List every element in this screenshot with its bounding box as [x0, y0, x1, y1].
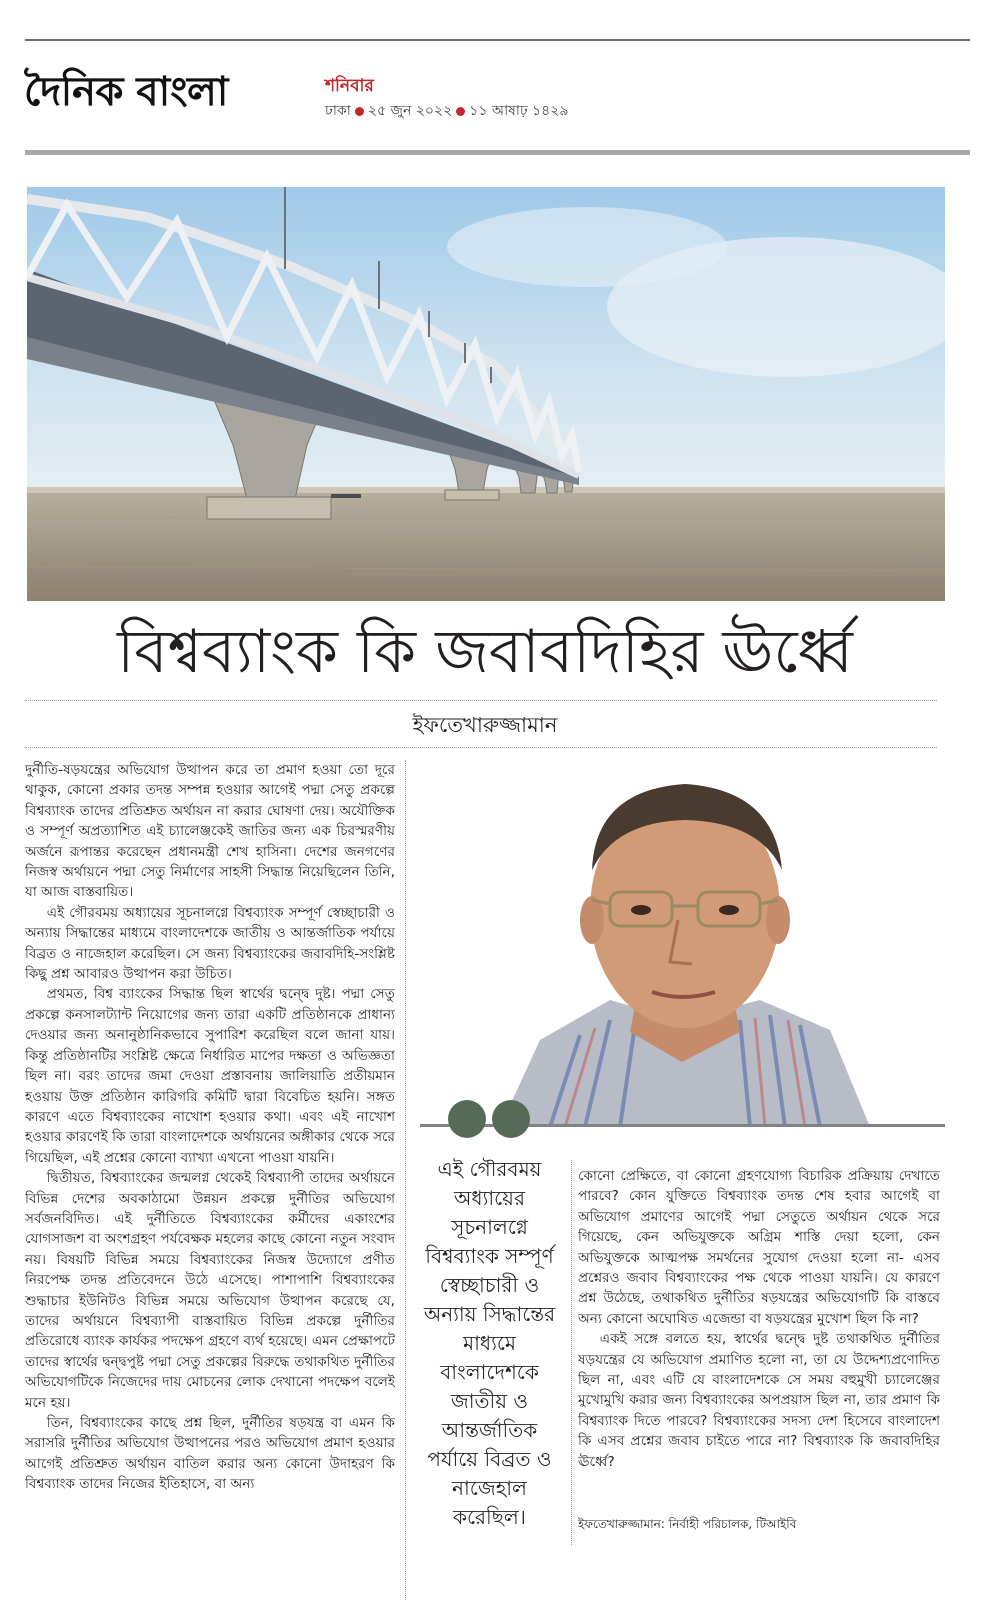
masthead-date-gregorian: ২৫ জুন ২০২২: [367, 103, 453, 119]
masthead-rule: [25, 150, 970, 155]
article-body-right: [578, 1166, 940, 1506]
author-note: ইফতেখারুজ্জামান: নির্বাহী পরিচালক, টিআইবি: [578, 1517, 797, 1531]
masthead-place: ঢাকা: [325, 103, 351, 119]
article-byline: ইফতেখারুজ্জামান: [412, 713, 558, 737]
headline-divider: [25, 700, 937, 701]
pull-quote: এই গৌরবময় অধ্যায়ের সূচনালগ্নে বিশ্বব্যাংক সম্পূর্ণ স্বেচ্ছাচারী ও অন্যায় সিদ্ধান্তের মাধ্যমে বাংলাদেশকে জাতীয় ও আন্তর্জাতিক পর্যায়ে বিব্রত ও নাজেহাল করেছিল।: [423, 1157, 556, 1529]
column-divider: [571, 1160, 573, 1545]
quote-mark-icon: [448, 1100, 486, 1138]
paragraph: দ্বিতীয়ত, বিশ্বব্যাংকের জন্মলগ্ন থেকেই বিশ্বব্যাপী তাদের অর্থায়নে বিভিন্ন দেশের অবকাঠামো উন্নয়ন প্রকল্পে দুর্নীতির অভিযোগ সর্বজনবিদিত। এই দুর্নীতিতে বিশ্বব্যাংকের কর্মীদের একাংশের যোগসাজশ বা অংশগ্রহণ পর্যবেক্ষক মহলের কাছে কোনো নতুন সংবাদ নয়। বিষয়টি বিভিন্ন সময়ে বিশ্বব্যাংকের নিজস্ব উদ্যোগে প্রণীত নিরপেক্ষ তদন্ত প্রতিবেদনে উঠে এসেছে। পাশাপাশি বিশ্বব্যাংকের শুদ্ধাচার ইউনিটও বিভিন্ন সময়ে অভিযোগ উত্থাপন করেছে যে, তাদের অর্থায়নে বিশ্বব্যাপী বাস্তবায়িত বিভিন্ন প্রকল্পে দুর্নীতির প্রতিরোধে ব্যাংক কার্যকর পদক্ষেপ গ্রহণে ব্যর্থ হয়েছে। এমন প্রেক্ষাপটে তাদের স্বার্থের দ্বন্দ্বপুষ্ট পদ্মা সেতু প্রকল্পের বিরুদ্ধে তথাকথিত দুর্নীতির অভিযোগটিকে নিজেদের দায় মোচনের লোক দেখানো পদক্ষেপ বলেই মনে হয়।: [25, 1170, 395, 1411]
byline-divider: [25, 747, 937, 748]
author-portrait: [420, 770, 945, 1127]
top-rule: [25, 39, 970, 41]
paragraph: একই সঙ্গে বলতে হয়, স্বার্থের দ্বন্দ্বে দুষ্ট তথাকথিত দুর্নীতির ষড়যন্ত্রের যে অভিযোগ প্রমাণিত হলো না, তা যে উদ্দেশ্যপ্রণোদিত ছিল না, এবং এটি যে বাংলাদেশকে সে সময় বহুমুখী চ্যালেঞ্জের মুখোমুখি করার জন্য বিশ্বব্যাংকের অপপ্রয়াস ছিল না, তার প্রমাণ কি বিশ্বব্যাংক দিতে পারবে? বিশ্বব্যাংকের সদস্য দেশ হিসেবে বাংলাদেশ কি এসব প্রশ্নের জবাব চাইতে পারে না? বিশ্বব্যাংক কি জবাবদিহির ঊর্ধ্বে?: [578, 1331, 940, 1470]
separator-dot-icon: [456, 107, 465, 116]
column-divider: [405, 760, 407, 1600]
newspaper-name: দৈনিক বাংলা: [24, 68, 228, 115]
paragraph: এই গৌরবময় অধ্যায়ের সূচনালগ্নে বিশ্বব্যাংক সম্পূর্ণ স্বেচ্ছাচারী ও অন্যায় সিদ্ধান্তের মাধ্যমে বাংলাদেশকে জাতীয় ও আন্তর্জাতিক পর্যায়ে বিব্রত ও নাজেহাল করেছিল। সে জন্য বিশ্বব্যাংকের জবাবদিহি-সংশ্লিষ্ট কিছু প্রশ্ন আবারও উত্থাপন করা উচিত।: [25, 904, 395, 983]
paragraph: তিন, বিশ্বব্যাংকের কাছে প্রশ্ন ছিল, দুর্নীতির ষড়যন্ত্র বা এমন কি সরাসরি দুর্নীতির অভিযোগ উত্থাপনের পরও অভিযোগ প্রমাণ হওয়ার আগেই প্রতিশ্রুত অর্থায়ন বাতিল করার অন্য কোনো উদাহরণ কি বিশ্বব্যাংক তাদের নিজের ইতিহাসে, বা অন্য: [25, 1415, 395, 1493]
paragraph: কোনো প্রেক্ষিতে, বা কোনো গ্রহণযোগ্য বিচারিক প্রক্রিয়ায় দেখাতে পারবে? কোন যুক্তিতে বিশ্বব্যাংক তদন্ত শেষ হবার আগেই বা অভিযোগ প্রমাণের আগেই পদ্মা সেতুতে অর্থায়ন থেকে সরে গিয়েছে, কেন অভিযুক্তকে অগ্রিম শাস্তি দেয়া হলো, কেন অভিযুক্তকে আত্মপক্ষ সমর্থনের সুযোগ দেওয়া হলো না- এসব প্রশ্নেরও জবাব বিশ্বব্যাংকের পক্ষ থেকে পাওয়া যায়নি। যে কারণে প্রশ্ন উঠেছে, তথাকথিত দুর্নীতির ষড়যন্ত্রের অভিযোগটি কি বাস্তবে অন্য কোনো অঘোষিত এজেন্ডা বা ষড়যন্ত্রের মুখোশ ছিল কি না?: [578, 1168, 940, 1327]
bridge-photo: [27, 187, 945, 601]
separator-dot-icon: [355, 107, 364, 116]
article-body-left: [25, 760, 395, 1600]
article-headline: বিশ্বব্যাংক কি জবাবদিহির ঊর্ধ্বে: [117, 617, 853, 687]
paragraph: দুর্নীতি-ষড়যন্ত্রের অভিযোগ উত্থাপন করে তা প্রমাণ হওয়া তো দূরে থাকুক, কোনো প্রকার তদন্ত সম্পন্ন হওয়ার আগেই পদ্মা সেতু প্রকল্পে বিশ্বব্যাংক তাদের প্রতিশ্রুত অর্থায়ন না করার ঘোষণা দেয়। অযৌক্তিক ও সম্পূর্ণ অপ্রত্যাশিত এই চ্যালেঞ্জকেই জাতির জন্য এক চিরস্মরণীয় অর্জনে রূপান্তর করেছেন প্রধানমন্ত্রী শেখ হাসিনা। দেশের জনগণের নিজস্ব অর্থায়নে পদ্মা সেতু নির্মাণের সাহসী সিদ্ধান্ত নিয়েছিলেন তিনি, যা আজ বাস্তবায়িত।: [25, 762, 395, 901]
quote-mark-icon: [492, 1100, 530, 1138]
masthead-date-bengali: ১১ আষাঢ় ১৪২৯: [469, 103, 569, 119]
masthead-date: [325, 104, 568, 118]
masthead-day: শনিবার: [325, 76, 374, 96]
paragraph: প্রথমত, বিশ্ব ব্যাংকের সিদ্ধান্ত ছিল স্বার্থের দ্বন্দ্বে দুষ্ট। পদ্মা সেতু প্রকল্পে কনসালট্যান্ট নিয়োগের জন্য তারা একটি প্রতিষ্ঠানকে প্রাধান্য দেওয়ার জন্য অনানুষ্ঠানিকভাবে সুপারিশ করেছিল বলে জানা যায়। কিন্তু প্রতিষ্ঠানটির সংশ্লিষ্ট ক্ষেত্রে নির্ধারিত মাপের দক্ষতা ও অভিজ্ঞতা ছিল না। বরং তাদের জমা দেওয়া প্রস্তাবনায় জালিয়াতি প্রতীয়মান হওয়ায় উক্ত প্রতিষ্ঠান কারিগরি কমিটি দ্বারা বিবেচিত হয়নি। সঙ্গত কারণে এতে বিশ্বব্যাংকের নাখোশ হওয়ার কথা। এবং এই নাখোশ হওয়ার কারণেই কি তারা বাংলাদেশকে অর্থায়নের অঙ্গীকার থেকে সরে গিয়েছিল, এই প্রশ্নের কোনো ব্যাখ্যা এখনো পাওয়া যায়নি।: [25, 986, 395, 1166]
